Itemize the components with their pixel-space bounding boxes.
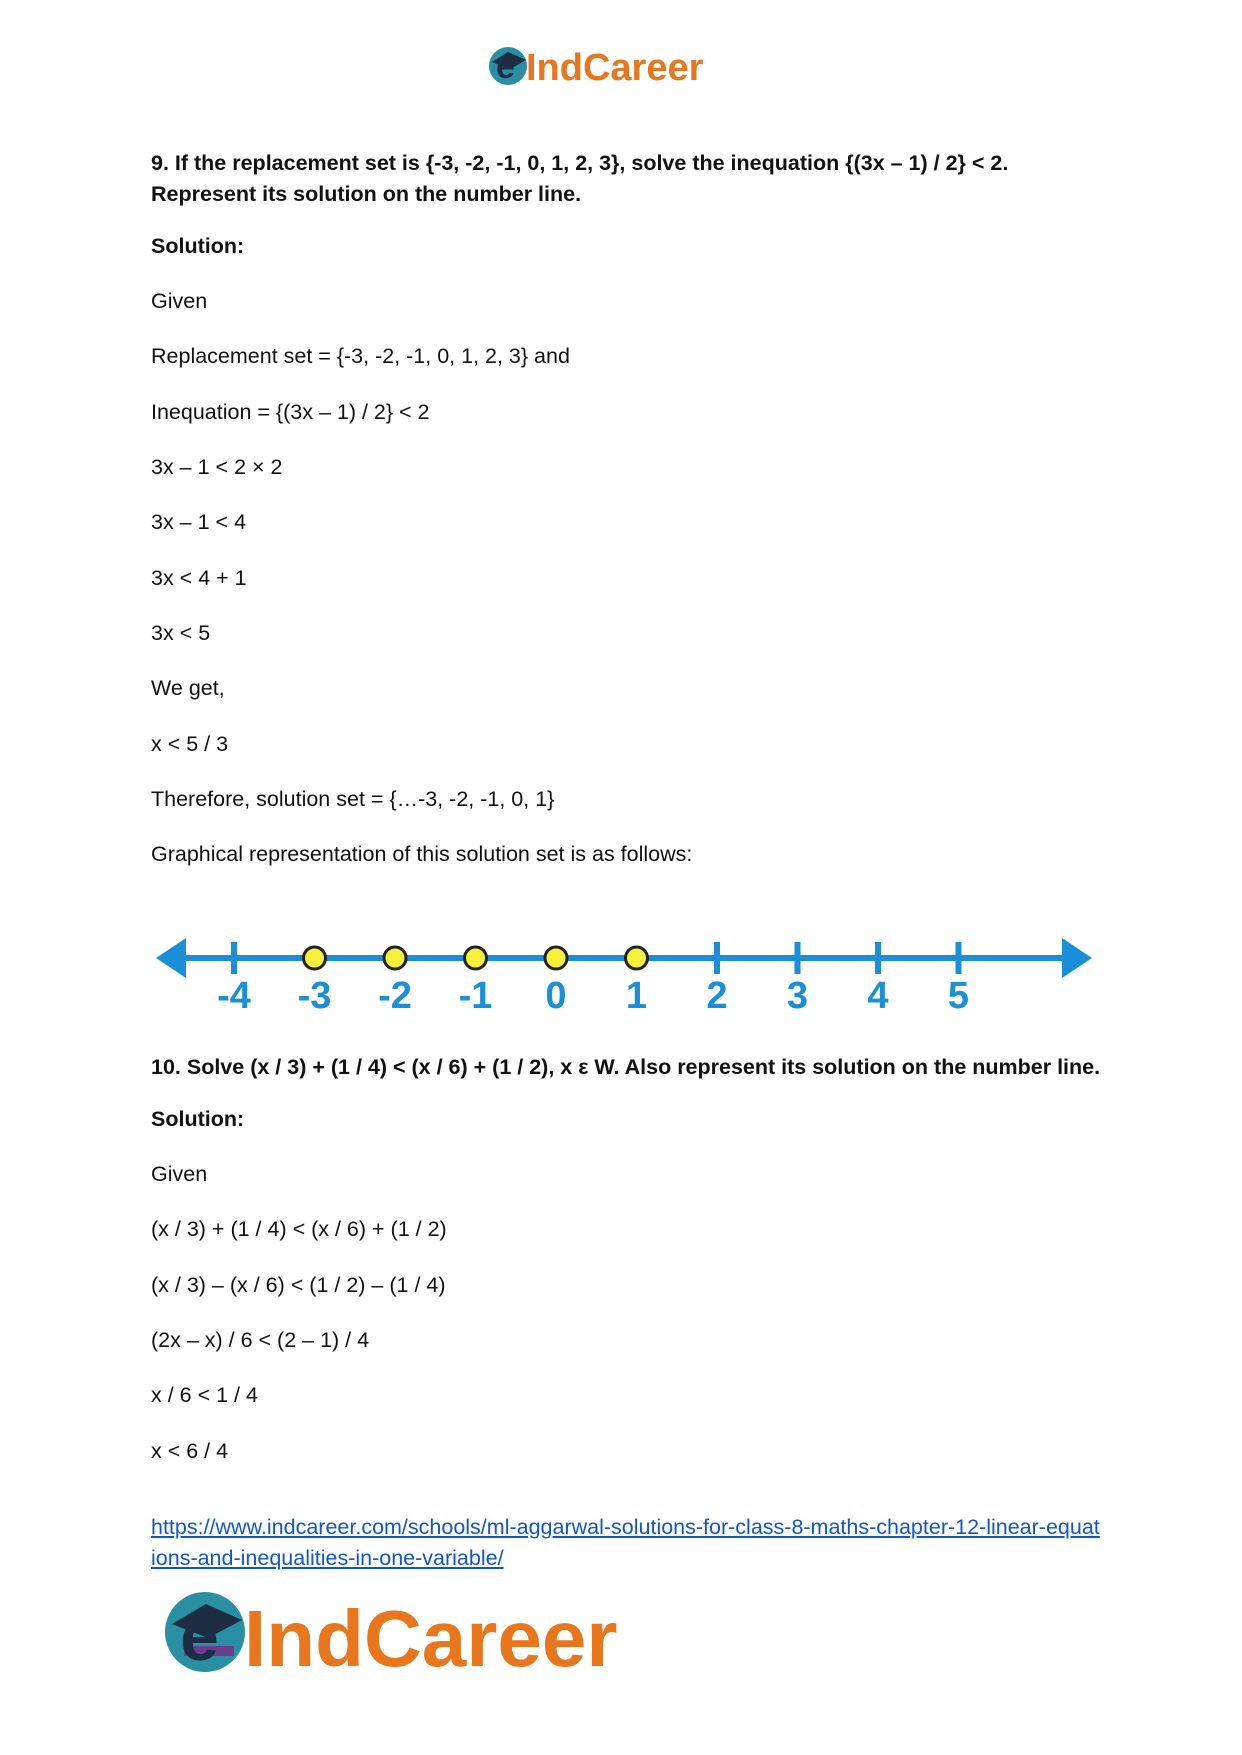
q9-line-7: We get,	[151, 676, 225, 700]
q9-line-1: Replacement set = {-3, -2, -1, 0, 1, 2, 3} and	[151, 344, 570, 368]
q9-line-10: Graphical representation of this solution set is as follows:	[151, 842, 693, 866]
q10-line-2: (x / 3) – (x / 6) < (1 / 2) – (1 / 4)	[151, 1273, 446, 1297]
tick-label: -1	[458, 975, 493, 1017]
logo-text: IndCareer	[526, 47, 704, 89]
tick-label: 3	[786, 975, 809, 1017]
q9-line-2: Inequation = {(3x – 1) / 2} < 2	[151, 400, 430, 424]
source-link[interactable]: https://www.indcareer.com/schools/ml-aggarwal-solutions-for-class-8-maths-chapter-12-linear-equations-and-inequalities-in-one-variable/	[151, 1515, 1100, 1570]
solution-label-9: Solution:	[151, 234, 245, 258]
tick-label: 1	[625, 975, 648, 1017]
right-arrow-icon	[1062, 938, 1092, 978]
tick-label: -2	[378, 975, 412, 1017]
indcareer-logo-bottom	[160, 1580, 720, 1680]
question-9: 9. If the replacement set is {-3, -2, -1, 0, 1, 2, 3}, solve the inequation {(3x – 1) / 2} < 2. Represent its solution on the number line.	[151, 151, 1009, 206]
q9-line-6: 3x < 5	[151, 621, 211, 645]
logo-text: IndCareer	[244, 1594, 618, 1680]
tick-label: -4	[217, 975, 251, 1017]
tick-label: 5	[947, 975, 970, 1017]
q9-line-4: 3x – 1 < 4	[151, 510, 247, 534]
q9-line-5: 3x < 4 + 1	[151, 566, 247, 590]
marked-point	[465, 947, 487, 969]
marked-point	[304, 947, 326, 969]
q10-line-0: Given	[151, 1162, 208, 1186]
q10-line-3: (2x – x) / 6 < (2 – 1) / 4	[151, 1328, 370, 1352]
question-10: 10. Solve (x / 3) + (1 / 4) < (x / 6) + (1 / 2), x ε W. Also represent its solution on the number line.	[151, 1055, 1101, 1079]
tick-label: 2	[706, 975, 728, 1017]
q9-line-9: Therefore, solution set = {…-3, -2, -1, 0, 1}	[151, 787, 555, 811]
logo-e: e	[180, 1597, 219, 1675]
q10-line-5: x < 6 / 4	[151, 1439, 229, 1463]
left-arrow-icon	[156, 938, 186, 978]
marked-point	[626, 947, 648, 969]
tick-label: 0	[545, 975, 567, 1017]
q10-line-1: (x / 3) + (1 / 4) < (x / 6) + (1 / 2)	[151, 1217, 447, 1241]
indcareer-logo-top	[486, 40, 766, 92]
tick-label: -3	[297, 975, 332, 1017]
q9-line-3: 3x – 1 < 2 × 2	[151, 455, 283, 479]
solution-label-10: Solution:	[151, 1107, 245, 1131]
q9-line-0: Given	[151, 289, 208, 313]
marked-point	[545, 947, 567, 969]
number-line-figure	[152, 928, 1096, 1028]
logo-e: e	[496, 48, 515, 86]
marked-point	[384, 947, 406, 969]
q10-line-4: x / 6 < 1 / 4	[151, 1383, 258, 1407]
tick-label: 4	[867, 975, 889, 1017]
q9-line-8: x < 5 / 3	[151, 732, 229, 756]
content	[151, 148, 1101, 1465]
